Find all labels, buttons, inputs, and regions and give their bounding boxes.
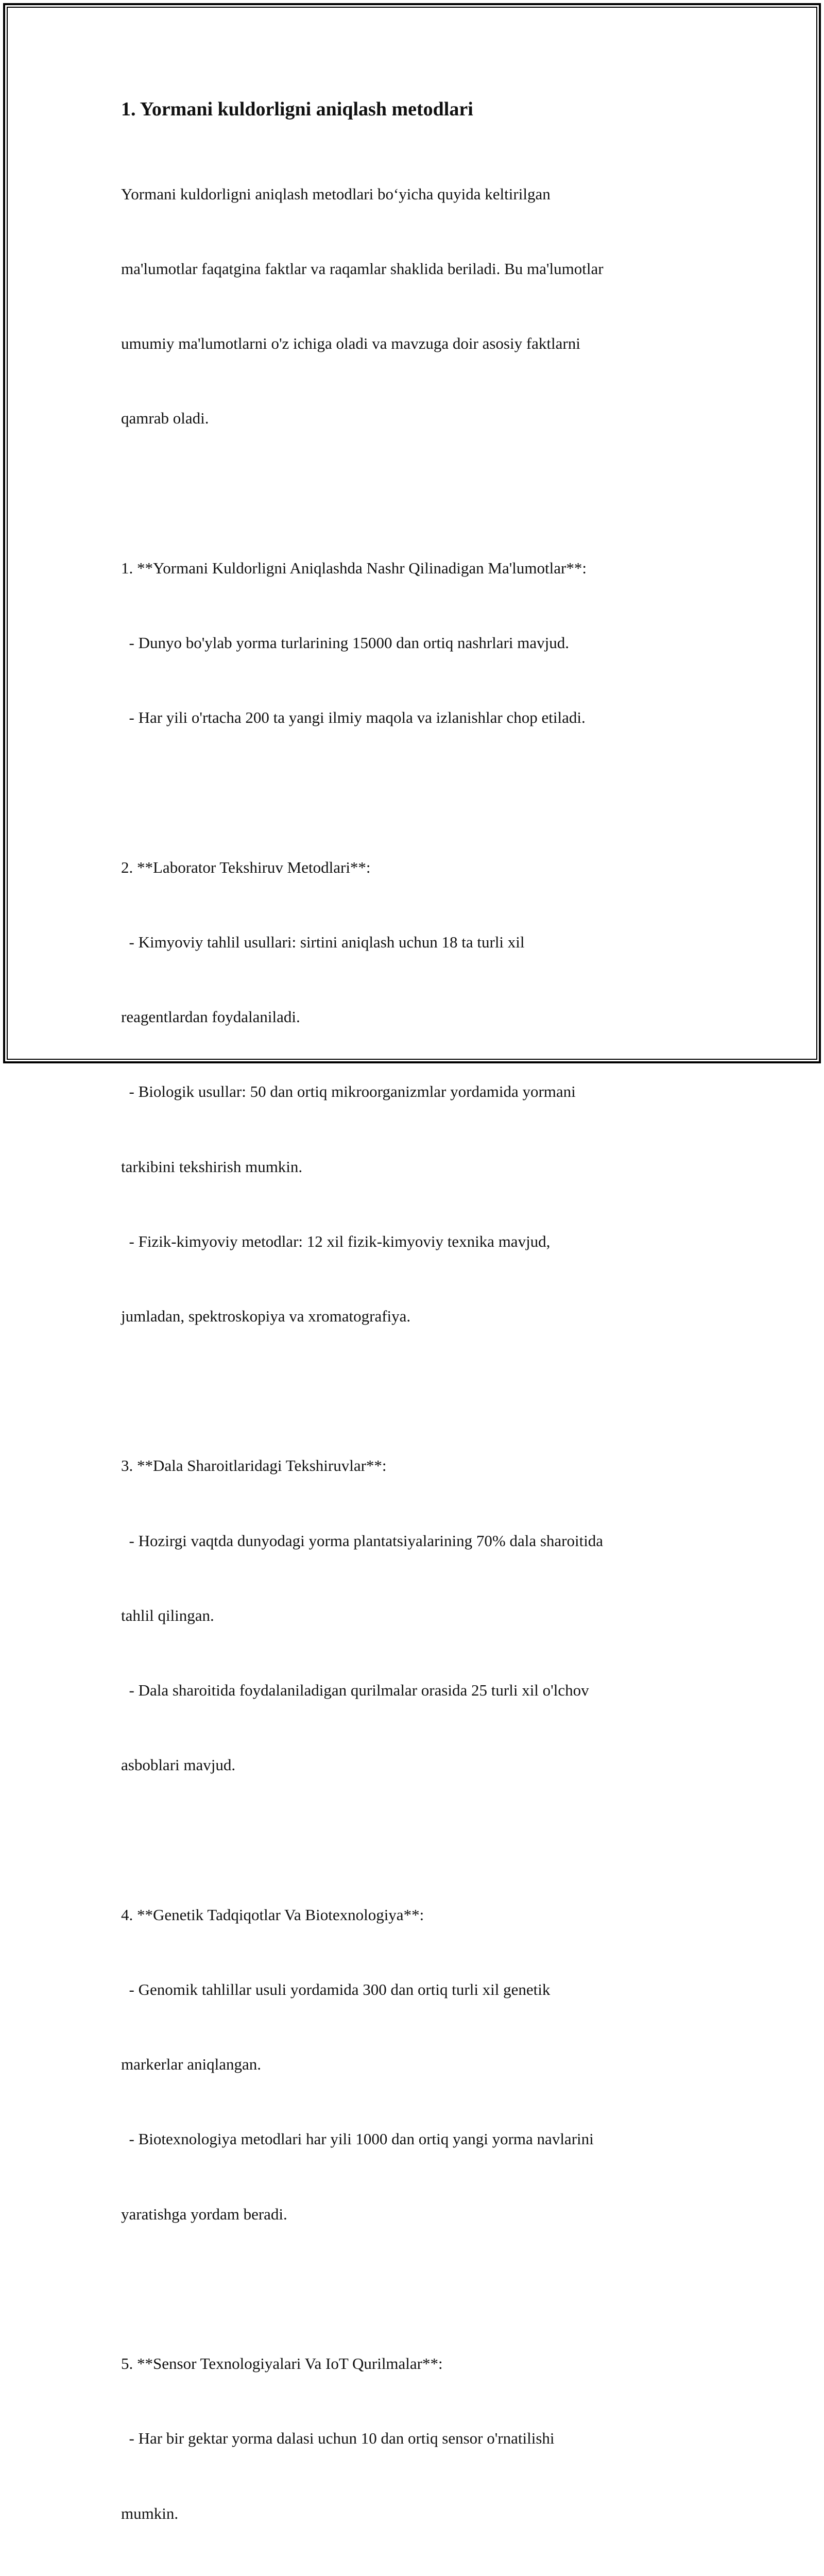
intro-line: Yormani kuldorligni aniqlash metodlari bo‘yicha quyida keltirilgan bbox=[121, 182, 708, 207]
section-line: - Hozirgi vaqtda dunyodagi yorma plantatsiyalarining 70% dala sharoitida bbox=[121, 1529, 708, 1553]
section-line: yaratishga yordam beradi. bbox=[121, 2202, 708, 2227]
section-heading: 3. **Dala Sharoitlaridagi Tekshiruvlar**: bbox=[121, 1453, 708, 1478]
section-line: - Har bir gektar yorma dalasi uchun 10 dan ortiq sensor o'rnatilishi bbox=[121, 2426, 708, 2451]
section-line: - Dala sharoitida foydalaniladigan qurilmalar orasida 25 turli xil o'lchov bbox=[121, 1678, 708, 1703]
paragraph-gap bbox=[121, 1379, 708, 1403]
document-body bbox=[121, 97, 708, 2576]
section-line: - Genomik tahlillar usuli yordamida 300 dan ortiq turli xil genetik bbox=[121, 1977, 708, 2002]
section-3 bbox=[121, 1404, 708, 1828]
paragraph-gap bbox=[121, 2277, 708, 2301]
section-4 bbox=[121, 1853, 708, 2277]
section-line: - Kimyoviy tahlil usullari: sirtini aniqlash uchun 18 ta turli xil bbox=[121, 930, 708, 955]
section-line: asboblari mavjud. bbox=[121, 1753, 708, 1777]
intro-line: qamrab oladi. bbox=[121, 406, 708, 431]
intro-paragraph bbox=[121, 132, 708, 481]
section-line: - Biologik usullar: 50 dan ortiq mikroorganizmlar yordamida yormani bbox=[121, 1079, 708, 1104]
section-line: - Fizik-kimyoviy metodlar: 12 xil fizik-kimyoviy texnika mavjud, bbox=[121, 1229, 708, 1254]
section-line: - Biotexnologiya metodlari har yili 1000 dan ortiq yangi yorma navlarini bbox=[121, 2127, 708, 2151]
section-line: jumladan, spektroskopiya va xromatografiya. bbox=[121, 1304, 708, 1329]
section-line: mumkin. bbox=[121, 2501, 708, 2526]
section-line: - Har yili o'rtacha 200 ta yangi ilmiy maqola va izlanishlar chop etiladi. bbox=[121, 705, 708, 730]
paragraph-gap bbox=[121, 1828, 708, 1853]
section-line: markerlar aniqlangan. bbox=[121, 2052, 708, 2077]
section-line: reagentlardan foydalaniladi. bbox=[121, 1005, 708, 1029]
paragraph-gap bbox=[121, 481, 708, 506]
paragraph-gap bbox=[121, 781, 708, 805]
section-2 bbox=[121, 805, 708, 1379]
section-line: tarkibini tekshirish mumkin. bbox=[121, 1155, 708, 1179]
section-heading: 5. **Sensor Texnologiyalari Va IoT Qurilmalar**: bbox=[121, 2351, 708, 2376]
section-1 bbox=[121, 506, 708, 780]
intro-line: ma'lumotlar faqatgina faktlar va raqamlar shaklida beriladi. Bu ma'lumotlar bbox=[121, 257, 708, 281]
section-5 bbox=[121, 2301, 708, 2576]
section-heading: 2. **Laborator Tekshiruv Metodlari**: bbox=[121, 855, 708, 880]
intro-line: umumiy ma'lumotlarni o'z ichiga oladi va mavzuga doir asosiy faktlarni bbox=[121, 331, 708, 356]
section-line: - Dunyo bo'ylab yorma turlarining 15000 dan ortiq nashrlari mavjud. bbox=[121, 631, 708, 655]
section-heading: 1. **Yormani Kuldorligni Aniqlashda Nashr Qilinadigan Ma'lumotlar**: bbox=[121, 556, 708, 581]
section-heading: 4. **Genetik Tadqiqotlar Va Biotexnologiya**: bbox=[121, 1903, 708, 1927]
section-line: tahlil qilingan. bbox=[121, 1603, 708, 1628]
document-title: 1. Yormani kuldorligni aniqlash metodlari bbox=[121, 97, 708, 122]
